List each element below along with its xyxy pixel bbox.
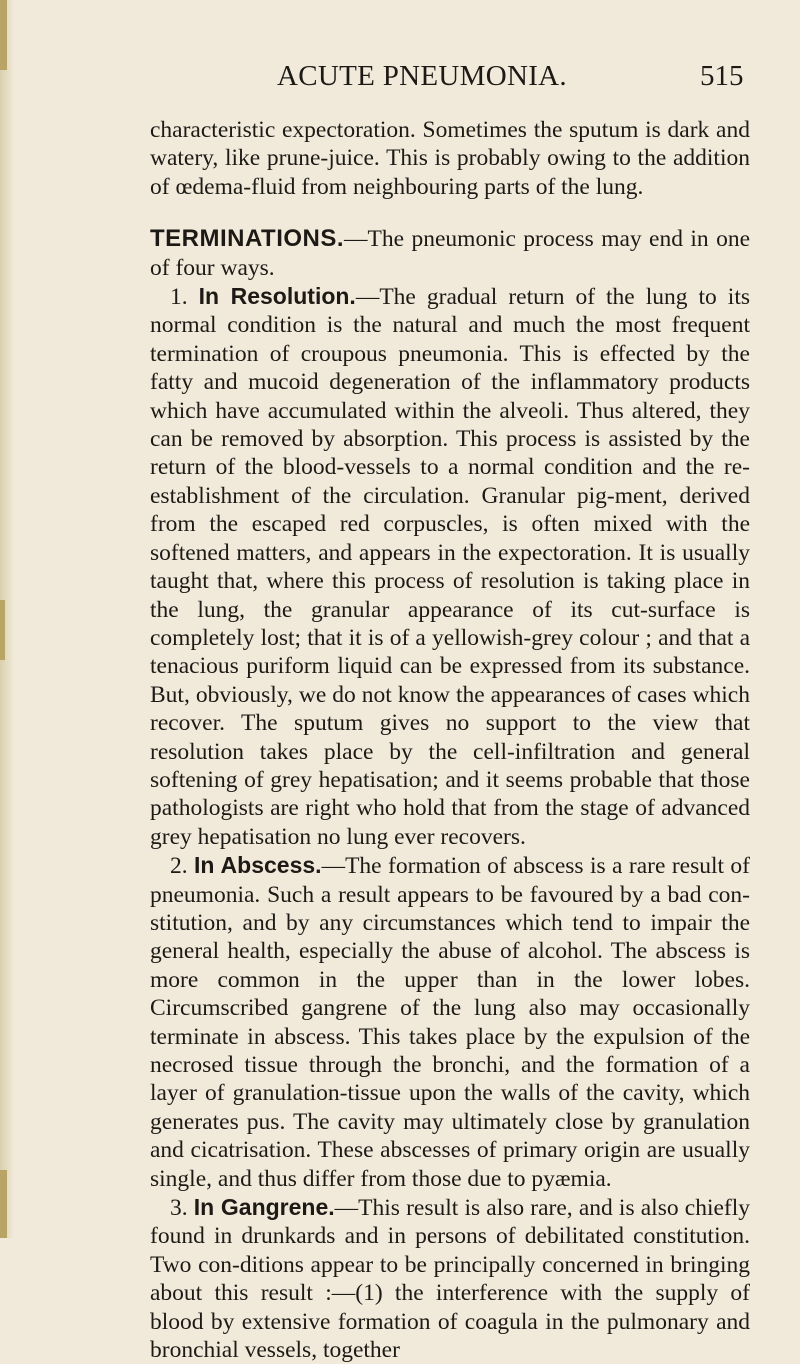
paragraph-text: —This result is also rare, and is also chiefly found in drunkards and in persons of debilitated constitution. Two con-ditions appear to be principally concerned in bringing about this result :—(1) the interference with the supply of blood by extensive formation of coagula in the pulmonary and bronchial vessels, together xyxy=(150,1195,751,1364)
resolution-paragraph xyxy=(150,282,750,851)
item-heading: In Abscess. xyxy=(194,852,322,879)
page-header xyxy=(0,60,800,100)
item-heading: In Gangrene. xyxy=(193,1194,335,1221)
running-head: ACUTE PNEUMONIA. xyxy=(277,60,567,92)
item-number: 3. xyxy=(170,1195,188,1222)
paragraph-text: —The pneumonic process may end in one of four ways. xyxy=(150,226,750,281)
abscess-paragraph xyxy=(150,851,750,1193)
continuation-paragraph: characteristic expectoration. Sometimes the sputum is dark and watery, like prune-juice. This is probably owing to the addition of œdema-fluid from neighbouring parts of the lung. xyxy=(150,117,750,200)
section-heading: TERMINATIONS. xyxy=(150,225,345,253)
page-number: 515 xyxy=(700,60,744,92)
item-number: 1. xyxy=(170,284,188,311)
body-text xyxy=(150,116,750,1364)
terminations-paragraph xyxy=(150,225,750,282)
item-number: 2. xyxy=(170,853,188,880)
paragraph-text: —The formation of abscess is a rare result of pneumonia. Such a result appears to be favoured by a bad con-stitution, and by any circumstances which tend to impair the general health, especially the abuse of alcohol. The abscess is more common in the upper than in the lower lobes. Circumscribed gangrene of the lung also may occasionally terminate in abscess. This takes place by the expulsion of the necrosed tissue through the bronchi, and the formation of a layer of granulation-tissue upon the walls of the cavity, which generates pus. The cavity may ultimately close by granulation and cicatrisation. These abscesses of primary origin are usually single, and thus differ from those due to pyæmia. xyxy=(150,853,751,1192)
paragraph-text: —The gradual return of the lung to its normal condition is the natural and much the most frequent termination of croupous pneumonia. This is effected by the fatty and mucoid degeneration of the inflammatory products which have accumulated within the alveoli. Thus altered, they can be removed by absorption. This process is assisted by the return of the blood-vessels to a normal condition and the re-establishment of the circulation. Granular pig-ment, derived from the escaped red corpuscles, is often mixed with the softened matters, and appears in the expectoration. It is usually taught that, where this process of resolution is taking place in the lung, the granular appearance of its cut-surface is completely lost; that it is of a yellowish-grey colour ; and that a tenacious puriform liquid can be expressed from its substance. But, obviously, we do not know the appearances of cases which recover. The sputum gives no support to the view that resolution takes place by the cell-infiltration and general softening of grey hepatisation; and it seems probable that those pathologists are right who hold that from the stage of advanced grey hepatisation no lung ever recovers. xyxy=(150,284,750,850)
item-heading: In Resolution. xyxy=(198,283,356,310)
gangrene-paragraph xyxy=(150,1193,750,1364)
